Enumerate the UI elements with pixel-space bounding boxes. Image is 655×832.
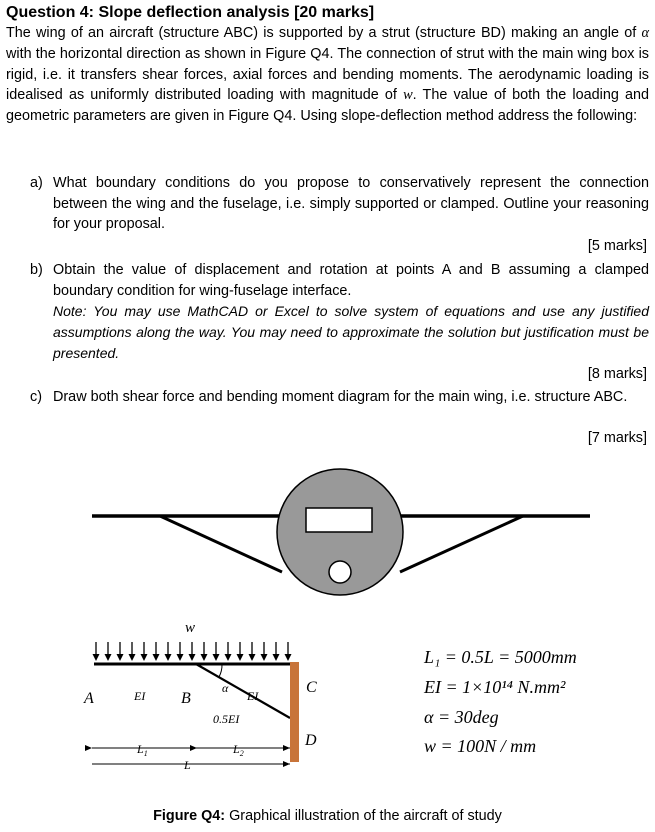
ei-right-label: EI bbox=[247, 689, 259, 703]
load-arrow-head bbox=[177, 654, 184, 661]
fuselage-member-cd bbox=[290, 662, 299, 762]
point-b-label: B bbox=[181, 690, 191, 707]
load-arrow-head bbox=[249, 654, 256, 661]
dim-l2-label bbox=[232, 742, 244, 758]
dim-l1-letter: L bbox=[137, 742, 144, 756]
point-d-label: D bbox=[305, 732, 317, 749]
load-arrow-head bbox=[261, 654, 268, 661]
param-l1: L₁ = 0.5L = 5000mm bbox=[424, 647, 577, 667]
figure-caption bbox=[0, 808, 655, 824]
dim-l2-sub: 2 bbox=[239, 749, 244, 758]
load-arrow-head bbox=[129, 654, 136, 661]
param-ei: EI = 1×10¹⁴ N.mm² bbox=[424, 677, 566, 697]
load-arrow-head bbox=[273, 654, 280, 661]
strut-line-left bbox=[160, 516, 282, 572]
load-arrow-head bbox=[213, 654, 220, 661]
aircraft-illustration bbox=[92, 469, 590, 595]
dim-l1-label bbox=[136, 742, 148, 758]
load-arrow-head bbox=[225, 654, 232, 661]
dim-l-label: L bbox=[184, 758, 191, 772]
load-arrow-head bbox=[285, 654, 292, 661]
load-arrow-head bbox=[189, 654, 196, 661]
alpha-arc bbox=[219, 664, 222, 677]
question-intro bbox=[6, 23, 649, 127]
w-symbol: w bbox=[403, 87, 413, 104]
load-label-w: w bbox=[185, 620, 196, 636]
part-c-text: Draw both shear force and bending moment diagram for the main wing, i.e. structure ABC. bbox=[53, 389, 628, 405]
part-c bbox=[30, 387, 649, 408]
fuselage-window bbox=[306, 508, 372, 532]
part-a bbox=[30, 173, 649, 235]
part-a-label: a) bbox=[30, 175, 43, 191]
strut-ei-label: 0.5EI bbox=[213, 712, 240, 726]
load-arrow-head bbox=[165, 654, 172, 661]
part-b bbox=[30, 260, 649, 364]
load-arrow-head bbox=[117, 654, 124, 661]
load-arrow-head bbox=[201, 654, 208, 661]
question-title: Question 4: Slope deflection analysis [20 marks] bbox=[6, 4, 375, 21]
point-a-label: A bbox=[84, 690, 94, 707]
load-arrow-head bbox=[141, 654, 148, 661]
distributed-load-arrows bbox=[93, 642, 292, 661]
caption-bold: Figure Q4: bbox=[153, 808, 226, 824]
dim-l1-sub: 1 bbox=[143, 749, 148, 758]
part-c-label: c) bbox=[30, 389, 42, 405]
alpha-symbol: α bbox=[641, 25, 649, 41]
part-b-label: b) bbox=[30, 262, 43, 278]
ei-left-label: EI bbox=[134, 689, 146, 703]
part-b-marks: [8 marks] bbox=[587, 366, 647, 382]
dim-l2-letter: L bbox=[233, 742, 240, 756]
strut-bd bbox=[196, 664, 290, 718]
landing-gear-wheel bbox=[329, 561, 351, 583]
figure-q4 bbox=[0, 460, 655, 800]
load-arrow-head bbox=[105, 654, 112, 661]
part-a-marks: [5 marks] bbox=[587, 238, 647, 254]
intro-part-3: . The value of both the loading and geometric parameters are given in Figure Q4. Using slope-deflection method address the following: bbox=[6, 87, 649, 125]
load-arrow-head bbox=[153, 654, 160, 661]
param-alpha: α = 30deg bbox=[424, 707, 499, 727]
part-b-text: Obtain the value of displacement and rotation at points A and B assuming a clamped boundary condition for wing-fuselage interface. bbox=[53, 262, 649, 299]
load-arrow-head bbox=[237, 654, 244, 661]
intro-part-1: The wing of an aircraft (structure ABC) is supported by a strut (structure BD) making an angle of bbox=[6, 25, 642, 41]
point-c-label: C bbox=[306, 679, 317, 696]
intro-part-2: with the horizontal direction as shown in Figure Q4. The connection of strut with the main wing box is rigid, i.e. it transfers shear forces, axial forces and bending moments. The aerodynamic loading is idealised as uniformly distributed loading with magnitude of bbox=[6, 45, 649, 104]
part-b-note: Note: You may use MathCAD or Excel to solve system of equations and use any justified assumptions along the way. You may need to approximate the solution but justification must be presented. bbox=[53, 303, 649, 361]
part-a-text: What boundary conditions do you propose to conservatively represent the connection between the wing and the fuselage, i.e. simply supported or clamped. Outline your reasoning for your proposal. bbox=[53, 175, 649, 232]
load-arrow-head bbox=[93, 654, 100, 661]
strut-line-right bbox=[400, 516, 523, 572]
alpha-label: α bbox=[222, 681, 229, 695]
param-w: w = 100N / mm bbox=[424, 736, 537, 756]
part-c-marks: [7 marks] bbox=[587, 430, 647, 446]
caption-text: Graphical illustration of the aircraft of study bbox=[225, 808, 502, 824]
